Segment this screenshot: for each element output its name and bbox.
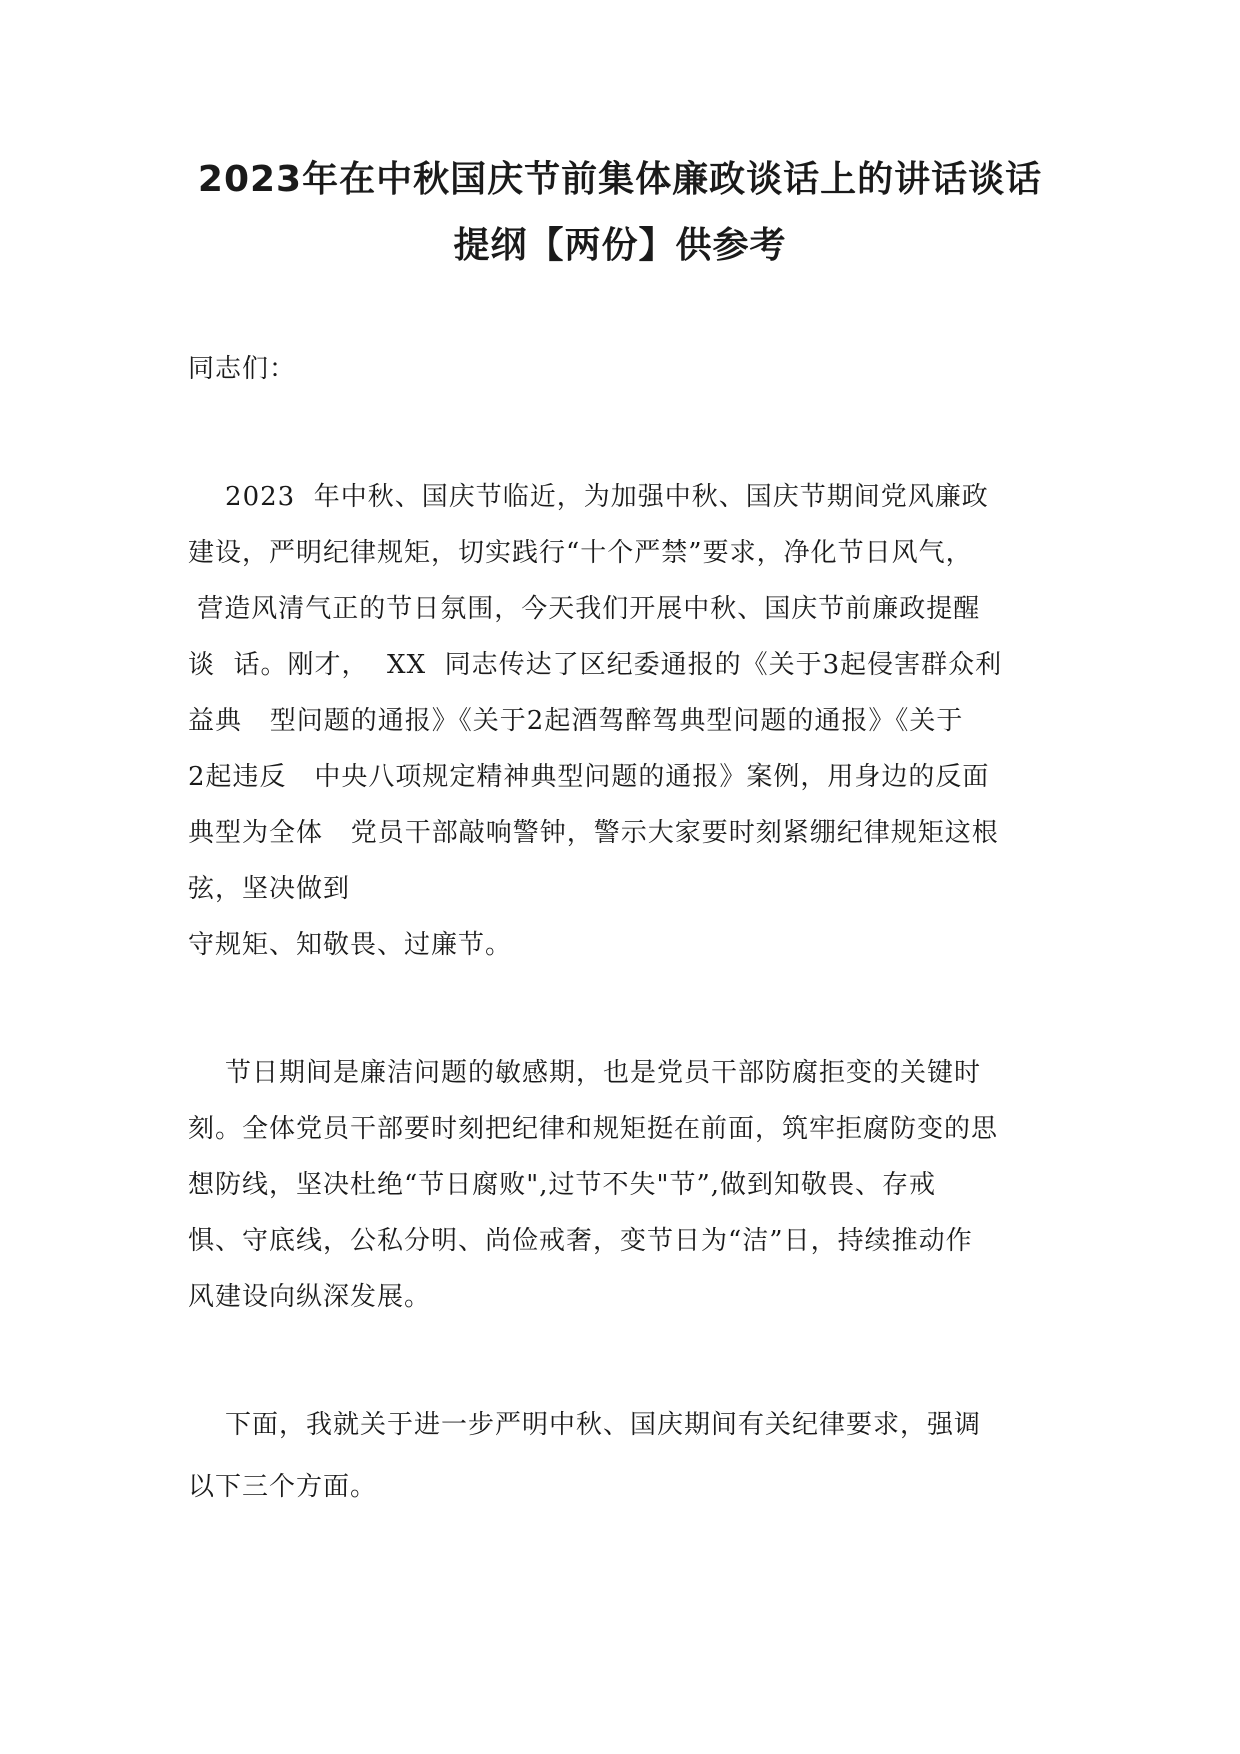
paragraph-2-line: 刻。全体党员干部要时刻把纪律和规矩挺在前面，筑牢拒腐防变的思 <box>188 1114 999 1144</box>
paragraph-2-line: 惧、守底线，公私分明、尚俭戒奢，变节日为“洁”日，持续推动作 <box>188 1226 973 1256</box>
paragraph-3-line: 以下三个方面。 <box>188 1472 378 1502</box>
paragraph-1-line: 弦，坚决做到 <box>188 874 351 904</box>
paragraph-1-line: 守规矩、知敬畏、过廉节。 <box>188 930 513 960</box>
document-title-line-2: 提纲【两份】供参考 <box>453 225 787 266</box>
paragraph-2-line: 风建设向纵深发展。 <box>188 1282 432 1312</box>
paragraph-2-line: 节日期间是廉洁问题的敏感期，也是党员干部防腐拒变的关键时 <box>188 1058 982 1088</box>
paragraph-1-line: 典型为全体 党员干部敲响警钟，警示大家要时刻紧绷纪律规矩这根 <box>188 818 999 848</box>
paragraph-1-line: 益典 型问题的通报》《关于2起酒驾醉驾典型问题的通报》《关于 <box>188 706 964 736</box>
paragraph-1-line: 营造风清气正的节日氛围，今天我们开展中秋、国庆节前廉政提醒 <box>188 594 981 624</box>
salutation: 同志们： <box>188 354 297 384</box>
paragraph-1-line: 2起违反 中央八项规定精神典型问题的通报》案例，用身边的反面 <box>188 762 990 792</box>
paragraph-1-line: 谈 话。刚才， XX 同志传达了区纪委通报的《关于3起侵害群众利 <box>188 650 1003 680</box>
paragraph-2-line: 想防线，坚决杜绝“节日腐败",过节不失"节”,做到知敬畏、存戒 <box>188 1170 937 1200</box>
paragraph-1-line: 2023 年中秋、国庆节临近，为加强中秋、国庆节期间党风廉政 <box>188 482 989 512</box>
paragraph-1-line: 建设，严明纪律规矩，切实践行“十个严禁”要求，净化节日风气， <box>188 538 973 568</box>
paragraph-3-line: 下面，我就关于进一步严明中秋、国庆期间有关纪律要求，强调 <box>188 1410 982 1440</box>
document-title-line-1: 2023年在中秋国庆节前集体廉政谈话上的讲话谈话 <box>197 159 1043 200</box>
